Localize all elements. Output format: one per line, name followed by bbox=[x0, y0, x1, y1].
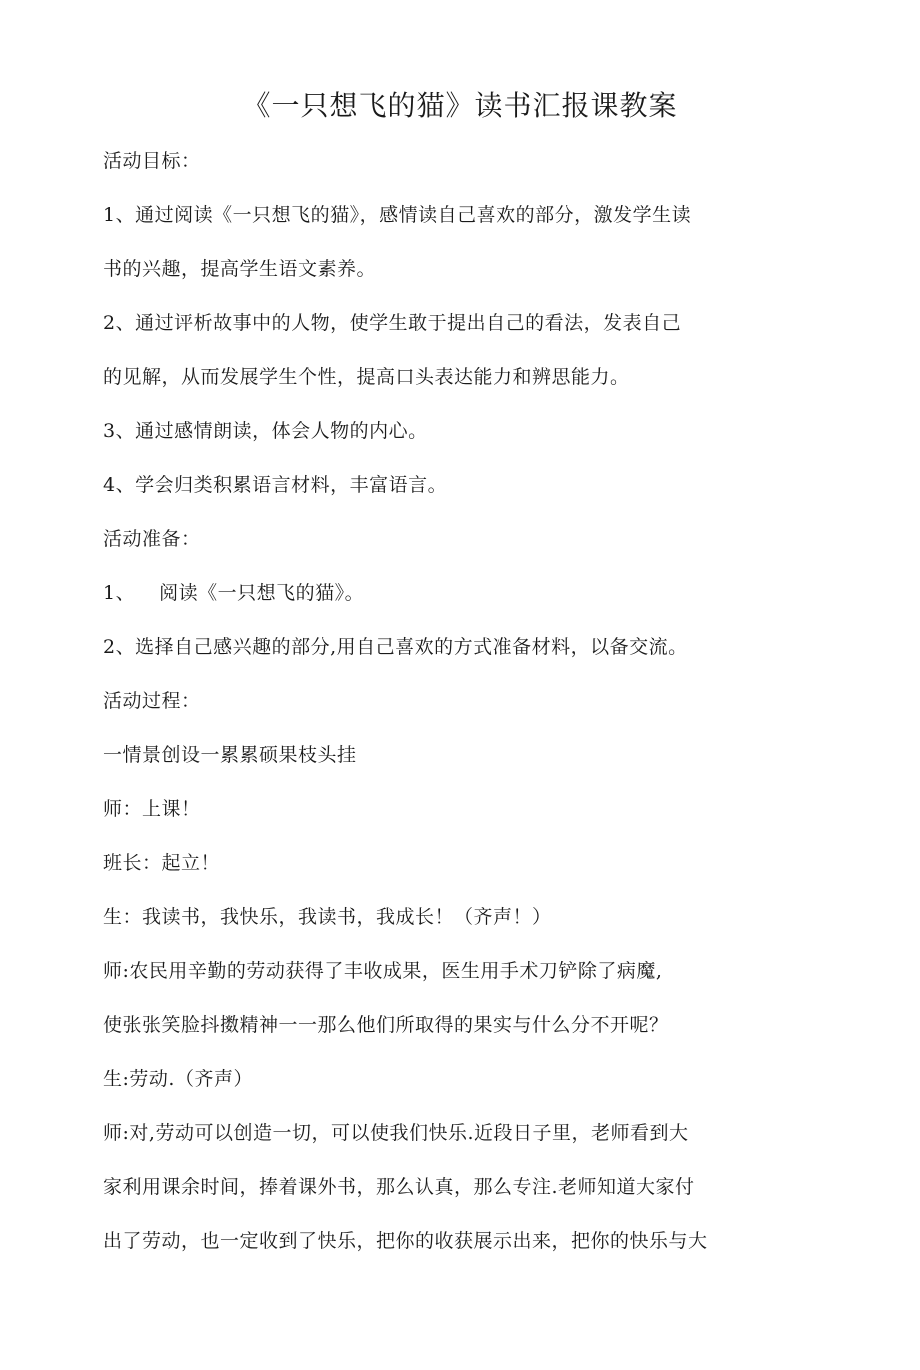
goal-2-line-2: 的见解，从而发展学生个性，提高口头表达能力和辨思能力。 bbox=[103, 366, 630, 388]
prep-item-2: 2、选择自己感兴趣的部分,用自己喜欢的方式准备材料，以备交流。 bbox=[103, 636, 688, 658]
process-step-1-heading: 一情景创设一累累硕果枝头挂 bbox=[103, 744, 357, 766]
goal-1-line-1: 1、通过阅读《一只想飞的猫》，感情读自己喜欢的部分，激发学生读 bbox=[103, 204, 692, 226]
dialogue-line: 生:劳动.（齐声） bbox=[103, 1068, 253, 1090]
goal-2-line-1: 2、通过评析故事中的人物，使学生敢于提出自己的看法，发表自己 bbox=[103, 312, 682, 334]
dialogue-line: 班长：起立！ bbox=[103, 852, 221, 874]
section-heading-goals: 活动目标： bbox=[103, 150, 201, 172]
dialogue-line: 师:农民用辛勤的劳动获得了丰收成果，医生用手术刀铲除了病魔, bbox=[103, 960, 663, 982]
dialogue-line: 师:对,劳动可以创造一切，可以使我们快乐.近段日子里，老师看到大 bbox=[103, 1122, 689, 1144]
goal-4: 4、学会归类积累语言材料，丰富语言。 bbox=[103, 474, 448, 496]
document-title: 《一只想飞的猫》读书汇报课教案 bbox=[242, 89, 678, 122]
section-heading-preparation: 活动准备： bbox=[103, 528, 201, 550]
goal-3: 3、通过感情朗读，体会人物的内心。 bbox=[103, 420, 428, 442]
dialogue-line: 家利用课余时间，捧着课外书，那么认真，那么专注.老师知道大家付 bbox=[103, 1176, 695, 1198]
dialogue-line: 生：我读书，我快乐，我读书，我成长！（齐声！） bbox=[103, 906, 552, 928]
prep-item-1-text: 阅读《一只想飞的猫》。 bbox=[159, 582, 365, 604]
prep-item-1-number: 1、 bbox=[103, 582, 136, 604]
dialogue-line: 师：上课！ bbox=[103, 798, 201, 820]
dialogue-line: 使张张笑脸抖擞精神一一那么他们所取得的果实与什么分不开呢？ bbox=[103, 1014, 669, 1036]
section-heading-process: 活动过程： bbox=[103, 690, 201, 712]
goal-1-line-2: 书的兴趣，提高学生语文素养。 bbox=[103, 258, 377, 280]
prep-item-1 bbox=[103, 578, 364, 608]
dialogue-line: 出了劳动，也一定收到了快乐，把你的收获展示出来，把你的快乐与大 bbox=[103, 1230, 708, 1252]
